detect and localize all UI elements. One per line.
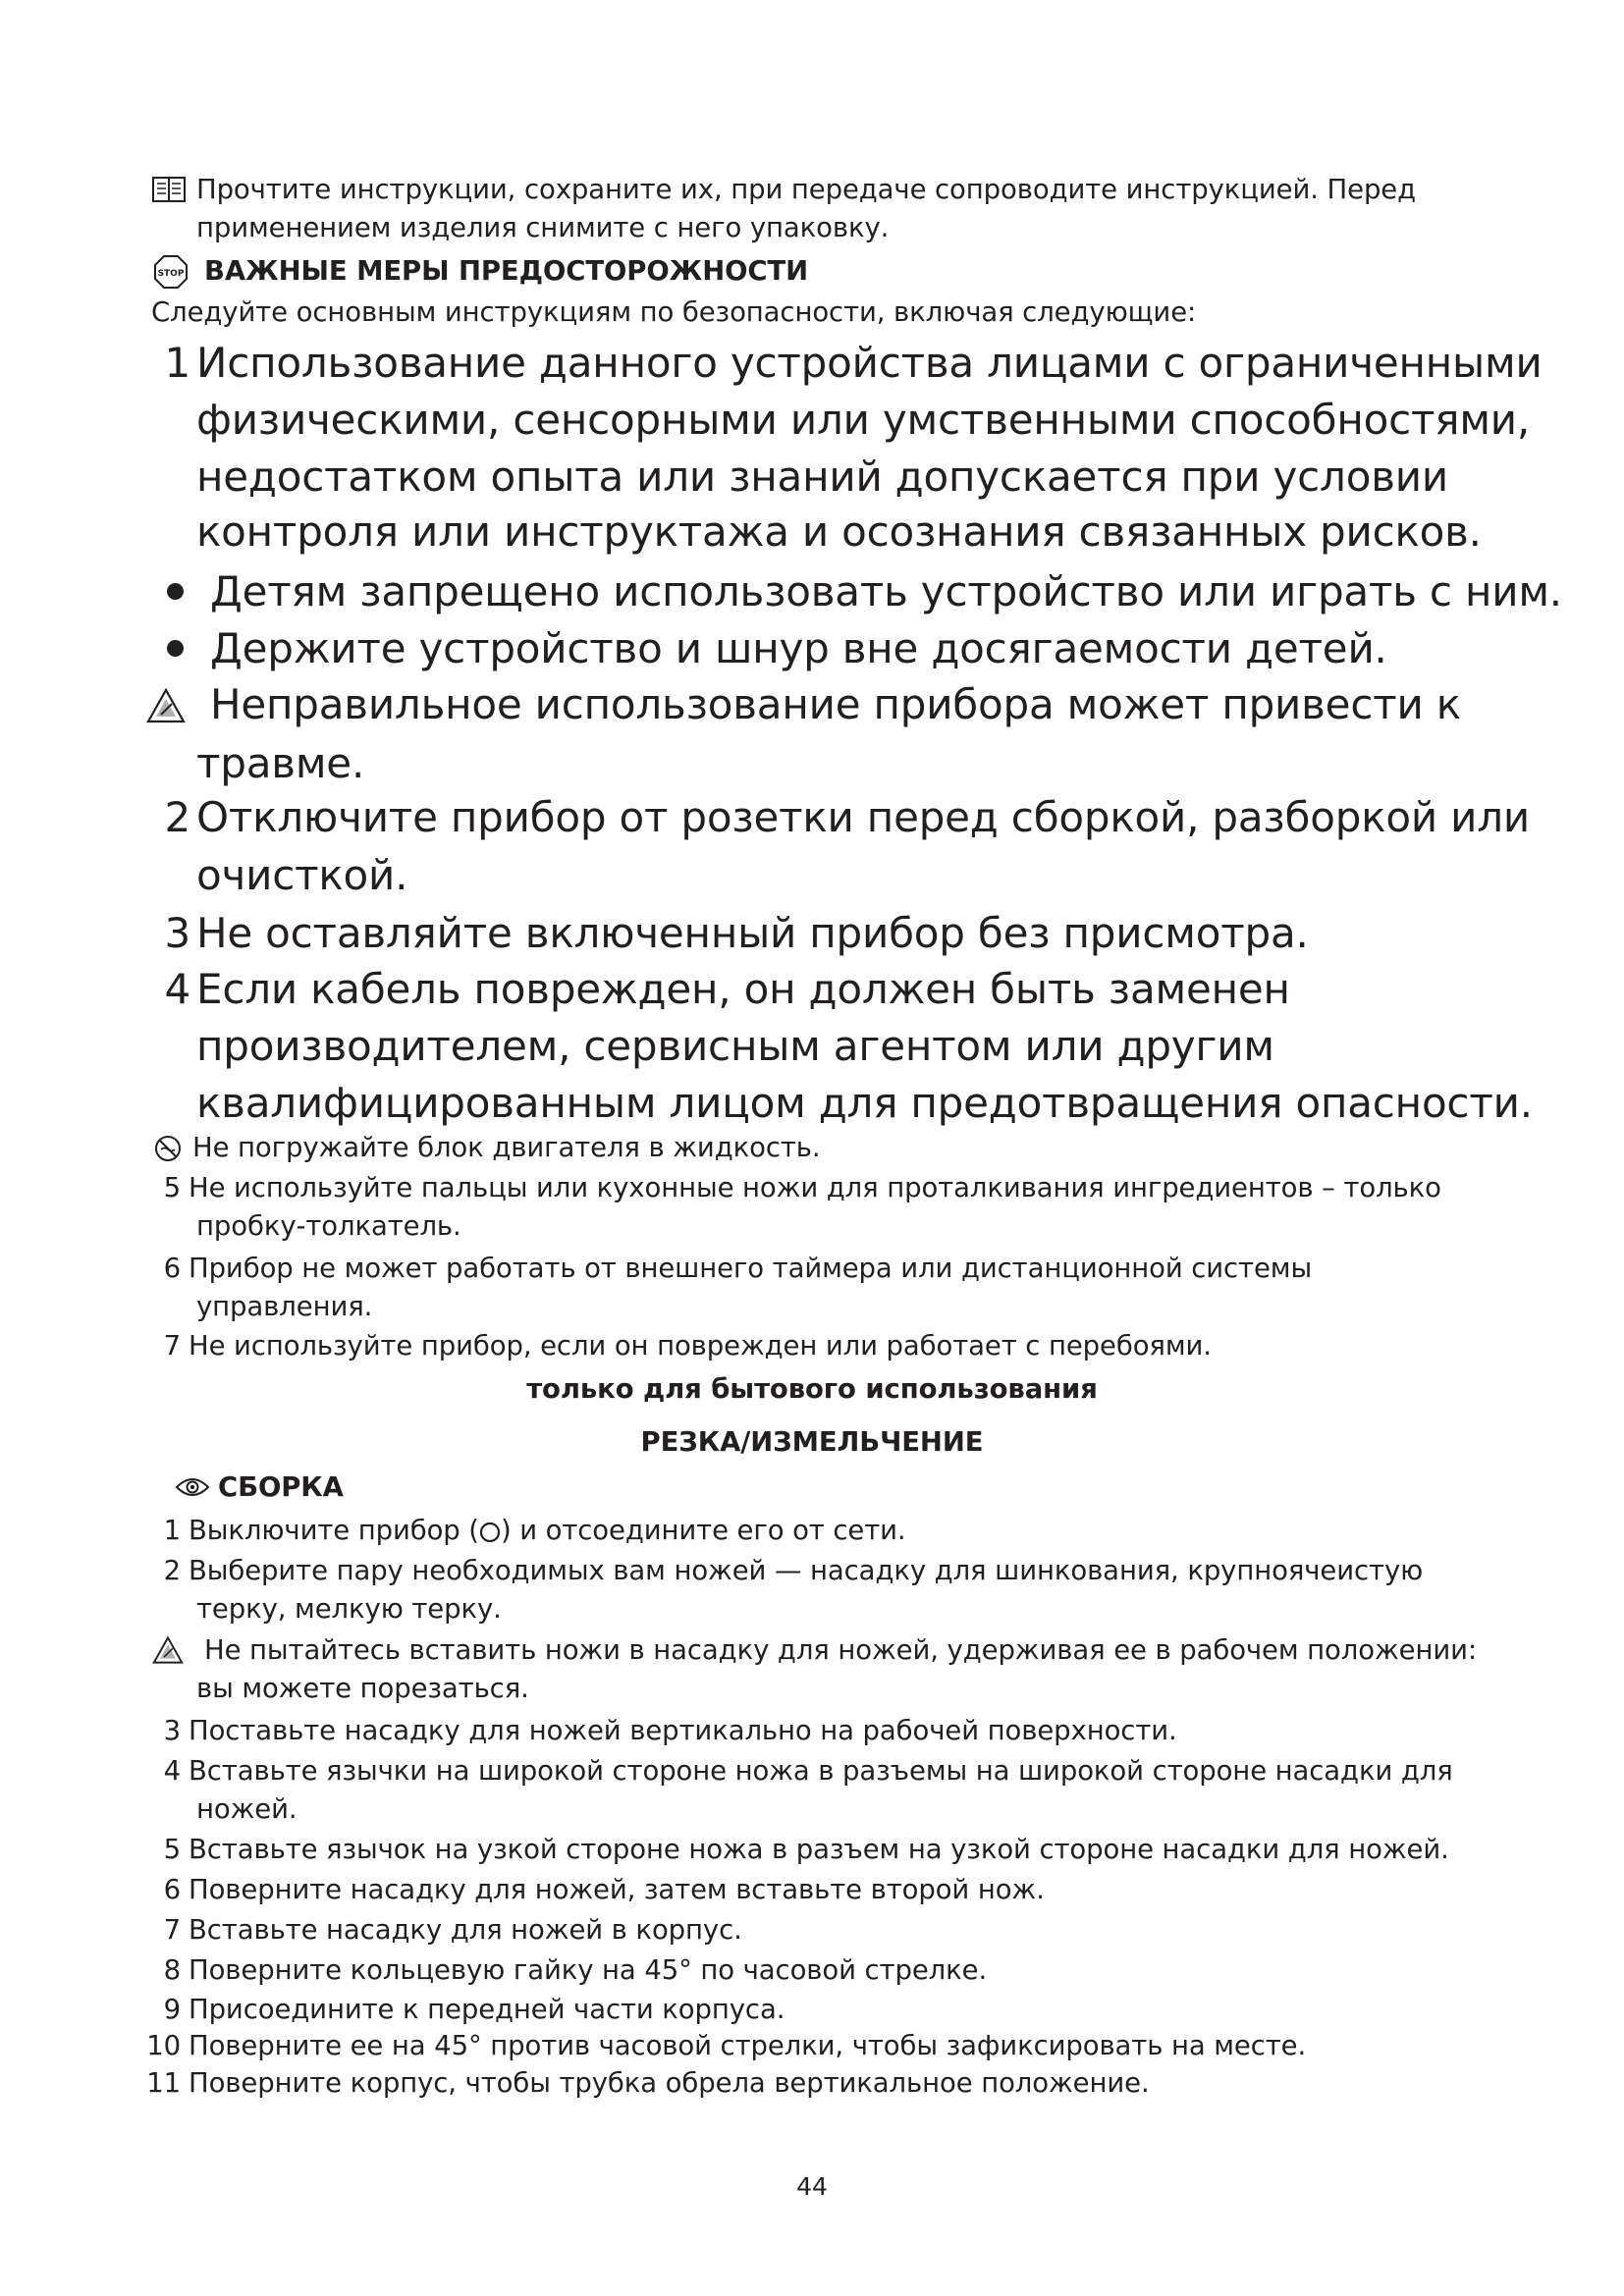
- step-number: 4: [163, 1755, 181, 1787]
- safety-heading: ВАЖНЫЕ МЕРЫ ПРЕДОСТОРОЖНОСТИ: [204, 255, 809, 287]
- intro-text: Прочтите инструкции, сохраните их, при передаче сопроводите инструкцией. Перед: [196, 174, 1417, 205]
- stop-icon: [153, 254, 189, 290]
- bullet-item: Держите устройство и шнур вне досягаемости детей.: [210, 624, 1387, 672]
- safety-item-7: Не используйте прибор, если он поврежден или работает с перебоями.: [189, 1330, 1212, 1362]
- item-number: 1: [164, 339, 190, 387]
- safety-item-6: Прибор не может работать от внешнего таймера или дистанционной системы: [189, 1253, 1313, 1284]
- safety-item-1: физическими, сенсорными или умственными способностями,: [196, 396, 1531, 444]
- eye-icon: [175, 1475, 210, 1499]
- step-number: 5: [163, 1834, 181, 1865]
- safety-item-2: очисткой.: [196, 851, 408, 899]
- item-number: 4: [164, 965, 190, 1013]
- step-number: 8: [163, 1954, 181, 1986]
- bullet-icon: [167, 583, 184, 600]
- assembly-heading: СБОРКА: [218, 1471, 344, 1503]
- safety-item-5: пробку-толкатель.: [196, 1210, 461, 1242]
- item-number: 3: [164, 909, 190, 957]
- item-number: 5: [163, 1172, 181, 1203]
- item-number: 2: [164, 793, 190, 841]
- safety-item-1: Использование данного устройства лицами с ограниченными: [196, 339, 1543, 387]
- safety-item-3: Не оставляйте включенный прибор без присмотра.: [196, 909, 1309, 957]
- book-icon: [151, 175, 187, 204]
- safety-intro: Следуйте основным инструкциям по безопасности, включая следующие:: [151, 296, 1197, 328]
- assembly-step-2: терку, мелкую терку.: [196, 1593, 502, 1625]
- assembly-step-9: Присоедините к передней части корпуса.: [189, 1994, 785, 2025]
- assembly-step-4: Вставьте язычки на широкой стороне ножа в разъемы на широкой стороне насадки для: [189, 1755, 1453, 1787]
- warning-text: Неправильное использование прибора может привести к: [210, 680, 1461, 728]
- bullet-item: Детям запрещено использовать устройство или играть с ним.: [210, 567, 1562, 615]
- assembly-step-1: [189, 1511, 906, 1550]
- no-immerse-icon: [153, 1134, 183, 1163]
- assembly-step-11: Поверните корпус, чтобы трубка обрела вертикальное положение.: [189, 2067, 1150, 2099]
- intro-text: применением изделия снимите с него упаковку.: [196, 212, 890, 243]
- item-number: 7: [163, 1330, 181, 1362]
- safety-item-6: управления.: [196, 1291, 373, 1322]
- assembly-step-3: Поставьте насадку для ножей вертикально на рабочей поверхности.: [189, 1715, 1177, 1746]
- step-number: 3: [163, 1715, 181, 1746]
- section-title: РЕЗКА/ИЗМЕЛЬЧЕНИЕ: [640, 1426, 984, 1458]
- assembly-warning: Не пытайтесь вставить ножи в насадку для ножей, удерживая ее в рабочем положении:: [204, 1634, 1478, 1666]
- step-number: 6: [163, 1874, 181, 1905]
- assembly-step-2: Выберите пару необходимых вам ножей — насадку для шинкования, крупноячеистую: [189, 1555, 1424, 1586]
- assembly-step-7: Вставьте насадку для ножей в корпус.: [189, 1914, 742, 1946]
- step-number: 11: [146, 2067, 181, 2099]
- safety-item-1: недостатком опыта или знаний допускается при условии: [196, 453, 1448, 501]
- step-text: Выключите прибор (: [189, 1515, 479, 1546]
- assembly-step-4: ножей.: [196, 1793, 298, 1825]
- assembly-step-5: Вставьте язычок на узкой стороне ножа в разъем на узкой стороне насадки для ножей.: [189, 1834, 1449, 1865]
- item-number: 6: [163, 1253, 181, 1284]
- no-immerse-text: Не погружайте блок двигателя в жидкость.: [192, 1132, 821, 1163]
- safety-item-4: Если кабель поврежден, он должен быть заменен: [196, 965, 1290, 1013]
- bullet-icon: [167, 640, 184, 657]
- step-number: 2: [163, 1555, 181, 1586]
- assembly-step-8: Поверните кольцевую гайку на 45° по часовой стрелке.: [189, 1954, 988, 1986]
- warning-text: травме.: [196, 739, 365, 787]
- household-use-note: только для бытового использования: [526, 1373, 1098, 1405]
- assembly-step-10: Поверните ее на 45° против часовой стрелки, чтобы зафиксировать на месте.: [189, 2030, 1307, 2061]
- step-number: 9: [163, 1994, 181, 2025]
- step-text: ) и отсоедините его от сети.: [500, 1515, 906, 1546]
- warning-triangle-icon: [151, 1635, 185, 1665]
- safety-item-2: Отключите прибор от розетки перед сборкой, разборкой или: [196, 793, 1530, 841]
- svg-text:STOP: STOP: [157, 269, 185, 279]
- page-number: 44: [796, 2172, 828, 2201]
- safety-item-4: производителем, сервисным агентом или другим: [196, 1022, 1274, 1070]
- power-off-circle-icon: [479, 1522, 501, 1543]
- safety-item-5: Не используйте пальцы или кухонные ножи для проталкивания ингредиентов – только: [189, 1172, 1441, 1203]
- step-number: 10: [146, 2030, 181, 2061]
- safety-item-4: квалифицированным лицом для предотвращения опасности.: [196, 1079, 1533, 1127]
- warning-triangle-icon: [145, 687, 187, 724]
- assembly-step-6: Поверните насадку для ножей, затем вставьте второй нож.: [189, 1874, 1045, 1905]
- safety-item-1: контроля или инструктажа и осознания связанных рисков.: [196, 507, 1482, 556]
- step-number: 1: [163, 1515, 181, 1546]
- step-number: 7: [163, 1914, 181, 1946]
- assembly-warning: вы можете порезаться.: [196, 1673, 529, 1704]
